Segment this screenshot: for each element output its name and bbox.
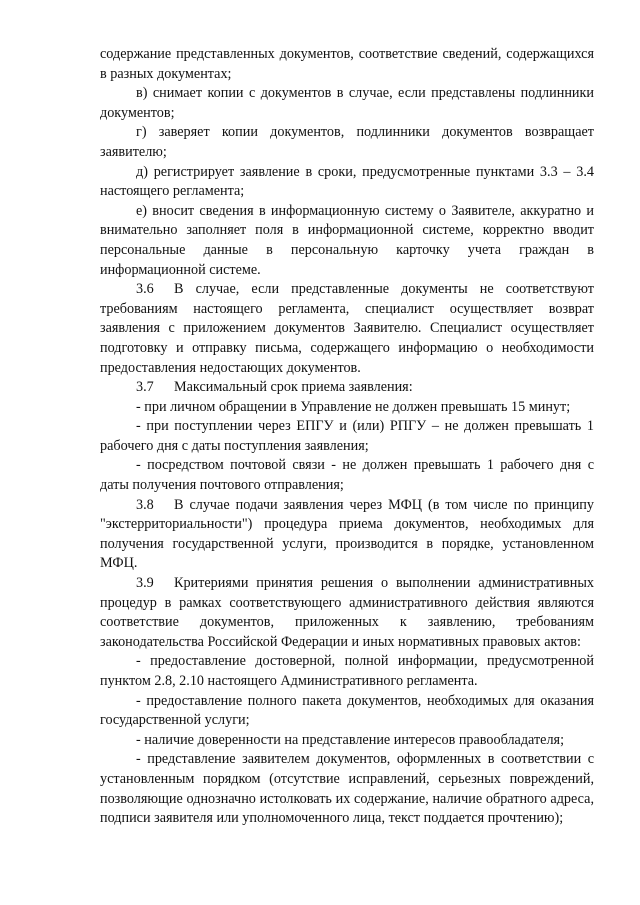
paragraph-text: Максимальный срок приема заявления: — [174, 379, 413, 396]
paragraph-text: В случае подачи заявления через МФЦ (в том числе по принципу "экстерриториальности") процедура приема документов, необходимых для получения государственной услуги, производится в порядке, установленном МФЦ. — [100, 496, 594, 572]
paragraph — [100, 750, 594, 828]
paragraph — [100, 163, 594, 202]
paragraph — [100, 45, 594, 84]
paragraph-text: - предоставление полного пакета документов, необходимых для оказания государственной услуги; — [100, 692, 594, 729]
paragraph — [100, 123, 594, 162]
paragraph-number: 3.6 — [136, 281, 154, 298]
paragraph — [100, 202, 594, 280]
paragraph-number: 3.9 — [136, 575, 154, 592]
paragraph-number: 3.8 — [136, 496, 154, 513]
paragraph — [100, 398, 594, 418]
paragraph-text: в) снимает копии с документов в случае, если представлены подлинники документов; — [100, 85, 594, 121]
paragraph — [100, 456, 594, 495]
paragraph-text: Критериями принятия решения о выполнении административных процедур в рамках соответствующего административного действия являются соответствие документов, приложенных к заявлению, требованиям законодательства Российской Федерации и иных нормативных правовых актов: — [100, 575, 594, 650]
paragraph — [100, 417, 594, 456]
numbered-paragraph — [100, 574, 594, 652]
numbered-paragraph — [100, 496, 594, 574]
paragraph — [100, 652, 594, 691]
paragraph-text: - при поступлении через ЕПГУ и (или) РПГУ – не должен превышать 1 рабочего дня с даты поступления заявления; — [100, 418, 594, 454]
paragraph-text: - при личном обращении в Управление не должен превышать 15 минут; — [136, 398, 571, 415]
paragraph — [100, 731, 594, 751]
numbered-paragraph — [100, 280, 594, 378]
paragraph — [100, 84, 594, 123]
document-page — [100, 45, 594, 829]
paragraph — [100, 692, 594, 731]
numbered-paragraph — [100, 378, 594, 398]
paragraph-text: В случае, если представленные документы не соответствуют требованиям настоящего регламента, специалист осуществляет возврат заявления с приложением документов Заявителю. Специалист осуществляет подготовку и отправку письма, содержащего информацию о необходимости предоставления недостающих документов. — [100, 281, 594, 376]
paragraph-text: г) заверяет копии документов, подлинники документов возвращает заявителю; — [100, 124, 594, 160]
paragraph-text: е) вносит сведения в информационную систему о Заявителе, аккуратно и внимательно заполняет поля в информационной системе, корректно вводит персональные данные в персональную карточку учета граждан в информационной системе. — [100, 202, 594, 278]
paragraph-text: - представление заявителем документов, оформленных в соответствии с установленным порядком (отсутствие исправлений, серьезных повреждений, позволяющие однозначно истолковать их содержание, наличие обратного адреса, подписи заявителя или уполномоченного лица, текст поддается прочтению); — [100, 751, 594, 827]
paragraph-text: д) регистрирует заявление в сроки, предусмотренные пунктами 3.3 – 3.4 настоящего регламента; — [100, 163, 594, 200]
paragraph-number: 3.7 — [136, 379, 154, 396]
paragraph-text: - предоставление достоверной, полной информации, предусмотренной пунктом 2.8, 2.10 настоящего Административного регламента. — [100, 653, 594, 689]
paragraph-text: - наличие доверенности на представление интересов правообладателя; — [136, 731, 565, 748]
paragraph-text: - посредством почтовой связи - не должен превышать 1 рабочего дня с даты получения почтового отправления; — [100, 457, 594, 494]
paragraph-text: содержание представленных документов, соответствие сведений, содержащихся в разных документах; — [100, 46, 594, 82]
